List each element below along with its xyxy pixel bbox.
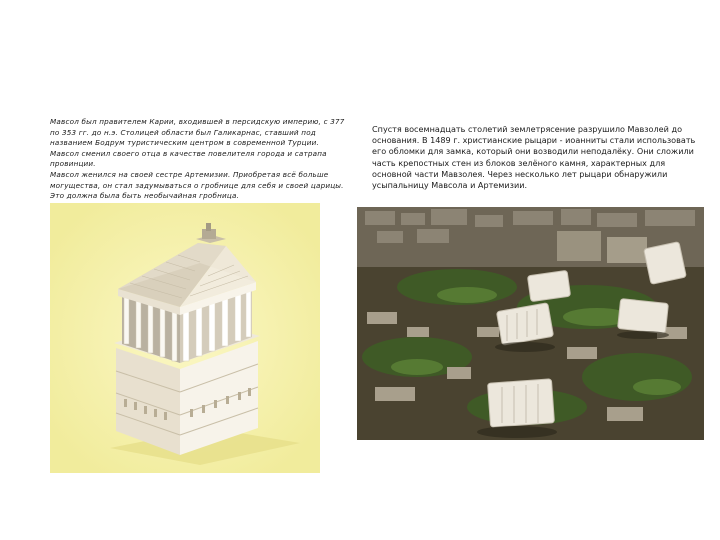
mausoleum-illustration	[50, 203, 320, 473]
left-paragraph-2: Мавсол женился на своей сестре Артемизии. Приобретая всё больше могущества, он стал задумываться о гробнице для себя и своей царицы. Это должна была быть необычайная гробница.	[50, 169, 344, 201]
mausoleum-reconstruction-image	[50, 203, 320, 473]
left-text-block	[50, 117, 350, 202]
mausoleum-ruins-photo	[357, 207, 704, 440]
ruins-photo-illustration	[357, 207, 704, 440]
right-paragraph-1: Спустя восемнадцать столетий землетрясение разрушило Мавзолей до основания. В 1489 г. христианские рыцари - иоанниты стали использовать его обломки для замка, который они возводили неподалёку. Они сложили часть крепостных стен из блоков зелёного камня, характерных для основной части Мавзолея. Через несколько лет рыцари обнаружили усыпальницу Мавсола и Артемизии.	[372, 124, 696, 191]
left-paragraph-1: Мавсол был правителем Карии, входившей в персидскую империю, с 377 по 353 гг. до н.э. Столицей области был Галикарнас, ставший под названием Бодрум туристическим центром в современной Турции. Мавсол сменил своего отца в качестве повелителя города и сатрапа провинции.	[50, 117, 345, 169]
right-text-block	[372, 124, 697, 191]
